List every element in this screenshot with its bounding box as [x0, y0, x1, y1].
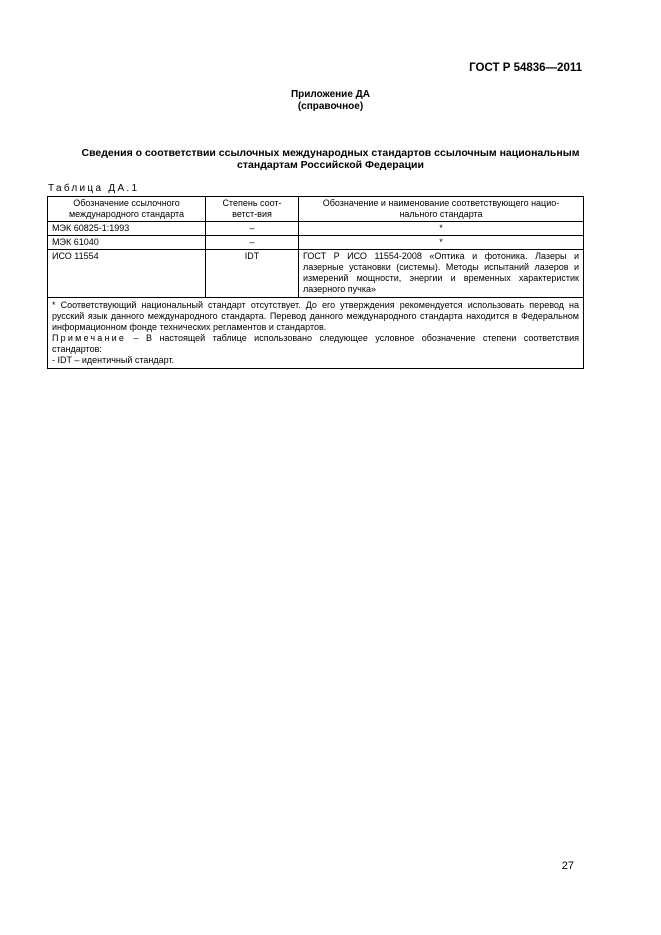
table-caption: Таблица ДА.1 [48, 183, 140, 194]
national-cell: ГОСТ Р ИСО 11554-2008 «Оптика и фотоника. Лазеры и лазерные установки (системы). Методы испытаний лазеров и измерений мощности, энергии и временных характеристик лазерного пучка» [299, 250, 584, 298]
column-header-national-line-2: нального стандарта [399, 209, 483, 219]
section-heading-line-1: Сведения о соответствии ссылочных международных стандартов ссылочным национальным [81, 147, 580, 159]
column-header-national [299, 197, 584, 222]
column-header-degree [206, 197, 299, 222]
appendix-title: Приложение ДА [290, 89, 371, 100]
reference-table [47, 196, 584, 369]
table-footnote [48, 298, 584, 369]
column-header-reference-line-2: международного стандарта [68, 209, 185, 219]
section-heading [40, 147, 621, 171]
column-header-reference-line-1: Обозначение ссылочного [73, 198, 180, 208]
table-row [48, 222, 584, 236]
appendix-heading [0, 89, 661, 113]
table-row [48, 250, 584, 298]
table-header-row [48, 197, 584, 222]
column-header-national-line-1: Обозначение и наименование соответствующего нацио- [322, 198, 560, 208]
national-cell: * [299, 236, 584, 250]
footnote-idt-item: - IDT – идентичный стандарт. [52, 355, 175, 365]
document-code: ГОСТ Р 54836—2011 [469, 62, 582, 74]
degree-cell: – [206, 236, 299, 250]
reference-cell: МЭК 61040 [48, 236, 206, 250]
table-row [48, 236, 584, 250]
note-text: – В настоящей таблице использовано следующее условное обозначение степени соответствия стандартов: [52, 333, 579, 354]
column-header-reference [48, 197, 206, 222]
table-footnote-row [48, 298, 584, 369]
appendix-subtitle: (справочное) [297, 101, 364, 112]
reference-cell: ИСО 11554 [48, 250, 206, 298]
column-header-degree-line-1: Степень соот- [222, 198, 282, 208]
footnote-asterisk: * Соответствующий национальный стандарт отсутствует. До его утверждения рекомендуется использовать перевод на русский язык данного международного стандарта. Перевод данного международного стандарта находится в Федеральном информационном фонде технических регламентов и стандартов. [52, 300, 579, 332]
page-number: 27 [561, 860, 574, 872]
degree-cell: – [206, 222, 299, 236]
section-heading-line-2: стандартам Российской Федерации [237, 159, 424, 171]
degree-cell: IDT [206, 250, 299, 298]
note-label: Примечание [52, 333, 127, 343]
column-header-degree-line-2: ветст-вия [232, 209, 272, 219]
national-cell: * [299, 222, 584, 236]
reference-cell: МЭК 60825-1:1993 [48, 222, 206, 236]
footnote-note [52, 333, 579, 355]
